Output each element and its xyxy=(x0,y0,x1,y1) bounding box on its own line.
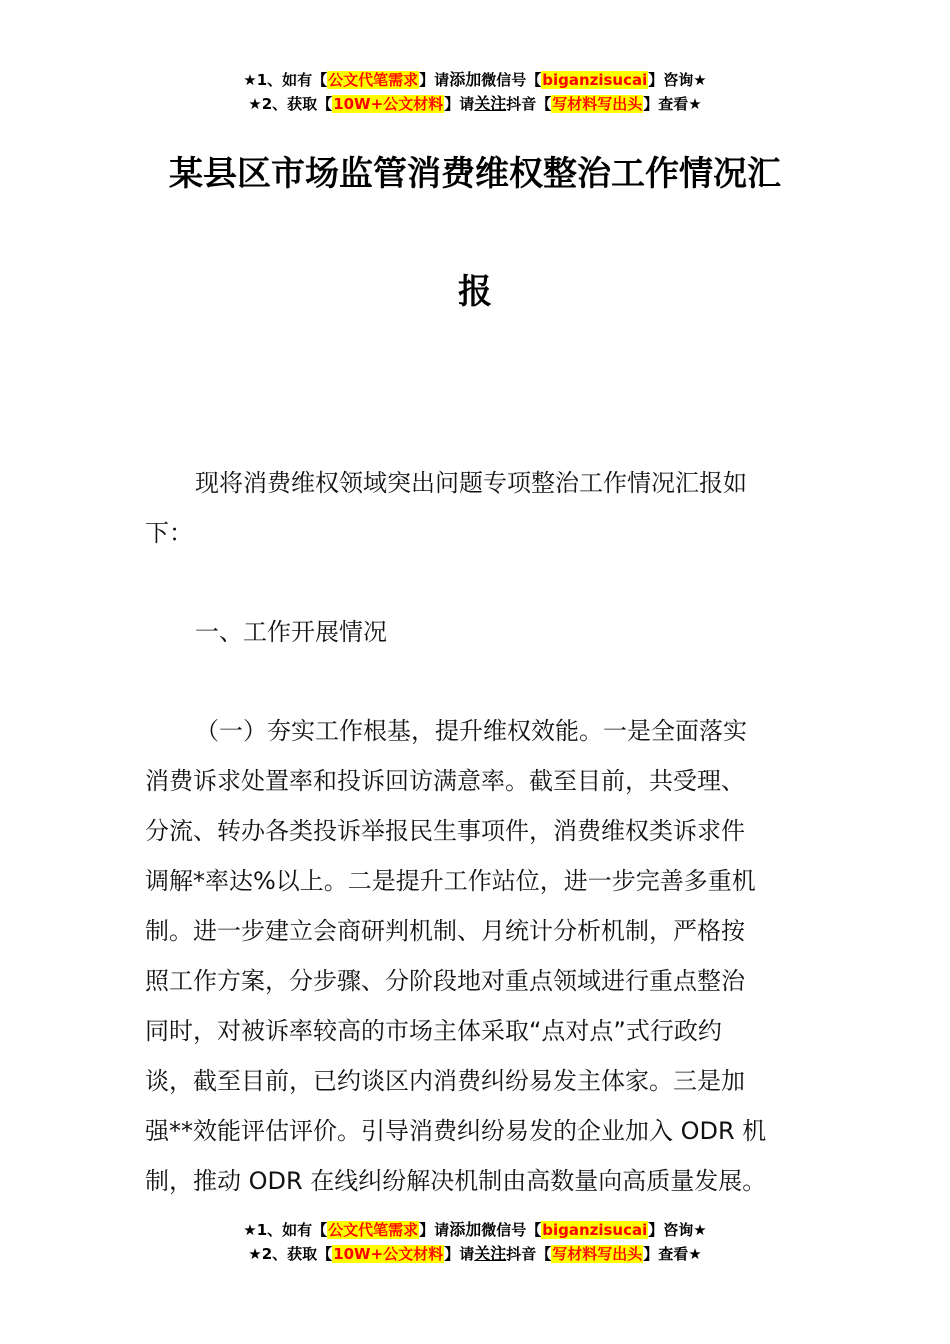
paragraph-line: 同时，对被诉率较高的市场主体采取“点对点”式行政约 xyxy=(145,1017,722,1045)
paragraph-line: 照工作方案，分步骤、分阶段地对重点领域进行重点整治 xyxy=(145,967,745,995)
banner-text: ★2、获取【 xyxy=(248,1245,333,1263)
paragraph-line: 调解*率达%以上。二是提升工作站位，进一步完善多重机 xyxy=(145,867,756,895)
banner-wechat-id: biganzisucai xyxy=(542,1221,648,1239)
section-heading-text: 一、工作开展情况 xyxy=(195,618,387,646)
paragraph-line: 制。进一步建立会商研判机制、月统计分析机制，严格按 xyxy=(145,917,745,945)
banner-highlight: 10W+公文材料 xyxy=(333,1245,444,1263)
banner-text: 】查看★ xyxy=(643,95,702,113)
banner-highlight: 公文代笔需求 xyxy=(328,1221,419,1239)
banner-highlight: 写材料写出头 xyxy=(552,95,643,113)
body-paragraph xyxy=(145,706,810,1206)
banner-text: ★1、如有【 xyxy=(243,71,328,89)
header-banner xyxy=(0,68,950,116)
banner-emphasis: 关注 xyxy=(474,1244,507,1263)
banner-text: 】请 xyxy=(444,95,475,113)
banner-wechat-id: biganzisucai xyxy=(542,71,648,89)
banner-emphasis: 添加 xyxy=(449,70,482,89)
banner-line-1 xyxy=(0,1218,950,1242)
paragraph-line: 谈，截至目前，已约谈区内消费纠纷易发主体家。三是加 xyxy=(145,1067,745,1095)
banner-text: 抖音【 xyxy=(506,95,552,113)
banner-text: ★2、获取【 xyxy=(248,95,333,113)
intro-line: 下： xyxy=(145,519,193,547)
intro-paragraph xyxy=(145,458,810,558)
banner-text: ★1、如有【 xyxy=(243,1221,328,1239)
paragraph-line: 消费诉求处置率和投诉回访满意率。截至目前，共受理、 xyxy=(145,767,745,795)
intro-line: 现将消费维权领域突出问题专项整治工作情况汇报如 xyxy=(195,469,747,497)
banner-line-1 xyxy=(0,68,950,92)
banner-text: 】请 xyxy=(419,1221,450,1239)
banner-text: 】咨询★ xyxy=(648,1221,707,1239)
banner-text: 】请 xyxy=(444,1245,475,1263)
paragraph-line: （一）夯实工作根基，提升维权效能。一是全面落实 xyxy=(195,717,747,745)
paragraph-line: 分流、转办各类投诉举报民生事项件，消费维权类诉求件 xyxy=(145,817,745,845)
footer-banner xyxy=(0,1218,950,1266)
banner-highlight: 公文代笔需求 xyxy=(328,71,419,89)
banner-line-2 xyxy=(0,1242,950,1266)
paragraph-line: 强**效能评估评价。引导消费纠纷易发的企业加入 ODR 机 xyxy=(145,1117,767,1145)
banner-text: 】查看★ xyxy=(643,1245,702,1263)
banner-highlight: 10W+公文材料 xyxy=(333,95,444,113)
banner-emphasis: 添加 xyxy=(449,1220,482,1239)
document-title-line-2: 报 xyxy=(458,272,492,312)
banner-text: 】咨询★ xyxy=(648,71,707,89)
paragraph-line: 制，推动 ODR 在线纠纷解决机制由高数量向高质量发展。 xyxy=(145,1167,767,1195)
section-heading xyxy=(145,607,810,657)
banner-text: 抖音【 xyxy=(506,1245,552,1263)
document-title-line-1: 某县区市场监管消费维权整治工作情况汇 xyxy=(169,154,781,194)
banner-text: 】请 xyxy=(419,71,450,89)
banner-line-2 xyxy=(0,92,950,116)
banner-highlight: 写材料写出头 xyxy=(552,1245,643,1263)
banner-text: 微信号【 xyxy=(481,71,542,89)
banner-text: 微信号【 xyxy=(481,1221,542,1239)
banner-emphasis: 关注 xyxy=(474,94,507,113)
